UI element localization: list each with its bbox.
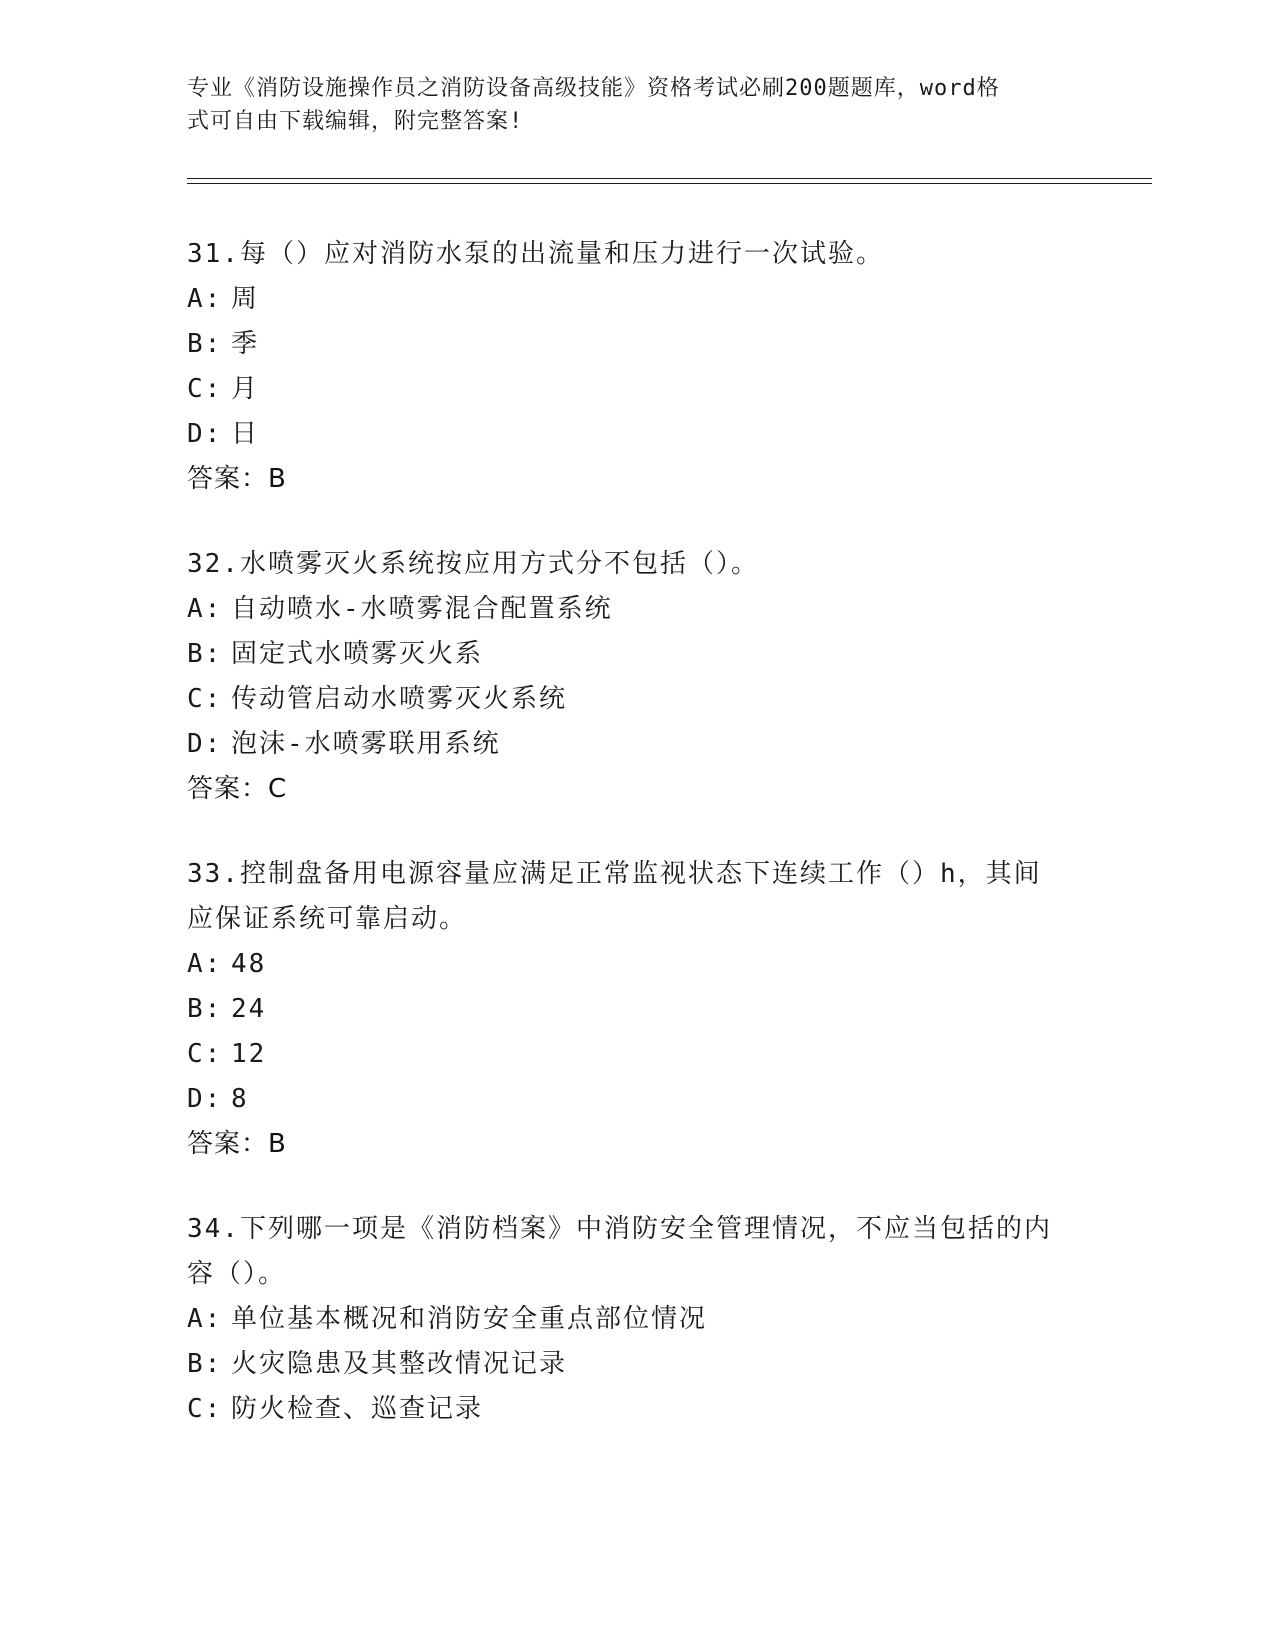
option-a: [187, 1297, 1077, 1342]
option-key: B:: [187, 329, 223, 359]
option-b: [187, 1342, 1077, 1387]
option-key: D:: [187, 729, 223, 759]
header-divider-bottom: [187, 183, 1152, 184]
option-text: 单位基本概况和消防安全重点部位情况: [231, 1304, 708, 1334]
option-key: C:: [187, 684, 223, 714]
option-a: [187, 277, 1077, 322]
option-c: [187, 367, 1077, 412]
option-text: 火灾隐患及其整改情况记录: [231, 1349, 568, 1379]
option-key: A:: [187, 949, 223, 979]
option-b: [187, 322, 1077, 367]
option-key: D:: [187, 1084, 223, 1114]
option-key: B:: [187, 639, 223, 669]
option-b: [187, 987, 1077, 1032]
question-stem: 33.控制盘备用电源容量应满足正常监视状态下连续工作（）h，其间: [187, 859, 1042, 889]
question-list: [187, 232, 1077, 1472]
option-text: 8: [231, 1084, 249, 1114]
option-a: [187, 587, 1077, 632]
question-stem: 31.每（）应对消防水泵的出流量和压力进行一次试验。: [187, 239, 884, 269]
question-stem: 34.下列哪一项是《消防档案》中消防安全管理情况，不应当包括的内: [187, 1214, 1052, 1244]
option-c: [187, 677, 1077, 722]
option-key: B:: [187, 994, 223, 1024]
answer-line: 答案：B: [187, 1129, 287, 1159]
header-divider-top: [187, 178, 1152, 179]
option-c: [187, 1032, 1077, 1077]
option-text: 固定式水喷雾灭火系: [231, 639, 484, 669]
option-key: C:: [187, 1394, 223, 1424]
header-line-1: 专业《消防设施操作员之消防设备高级技能》资格考试必刷200题题库，word格: [187, 76, 1000, 101]
header-line-2: 式可自由下载编辑，附完整答案!: [187, 109, 524, 134]
option-text: 传动管启动水喷雾灭火系统: [231, 684, 568, 714]
answer-line: 答案：B: [187, 464, 287, 494]
question-34: [187, 1207, 1077, 1432]
option-key: C:: [187, 374, 223, 404]
option-d: [187, 1077, 1077, 1122]
option-text: 48: [231, 949, 267, 979]
question-stem: 32.水喷雾灭火系统按应用方式分不包括（）。: [187, 549, 759, 579]
option-key: D:: [187, 419, 223, 449]
option-d: [187, 722, 1077, 767]
option-text: 24: [231, 994, 267, 1024]
option-text: 周: [231, 284, 260, 314]
question-32: [187, 542, 1077, 812]
option-key: C:: [187, 1039, 223, 1069]
answer-line: 答案：C: [187, 774, 288, 804]
question-stem-continued: 容（）。: [187, 1259, 287, 1289]
option-key: A:: [187, 1304, 223, 1334]
document-header: [187, 72, 1067, 138]
option-c: [187, 1387, 1077, 1432]
option-text: 日: [231, 419, 260, 449]
option-text: 防火检查、巡查记录: [231, 1394, 484, 1424]
option-text: 月: [231, 374, 260, 404]
option-text: 自动喷水-水喷雾混合配置系统: [231, 594, 613, 624]
question-31: [187, 232, 1077, 502]
option-a: [187, 942, 1077, 987]
option-key: A:: [187, 284, 223, 314]
option-text: 泡沫-水喷雾联用系统: [231, 729, 501, 759]
option-text: 12: [231, 1039, 267, 1069]
option-key: B:: [187, 1349, 223, 1379]
option-key: A:: [187, 594, 223, 624]
option-text: 季: [231, 329, 260, 359]
question-33: [187, 852, 1077, 1167]
question-stem-continued: 应保证系统可靠启动。: [187, 904, 468, 934]
option-d: [187, 412, 1077, 457]
option-b: [187, 632, 1077, 677]
